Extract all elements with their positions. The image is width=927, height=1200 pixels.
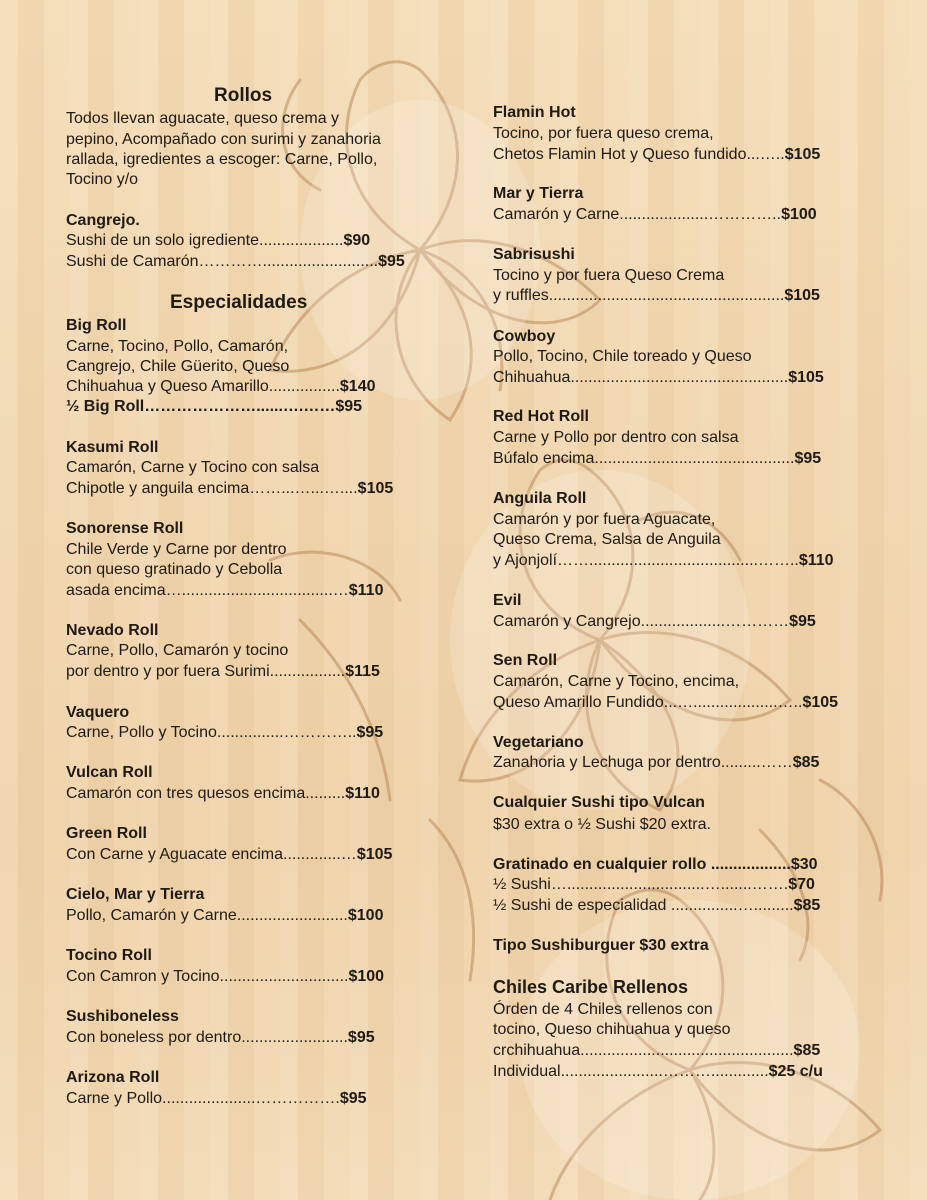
menu-text: Cielo, Mar y Tierra bbox=[66, 886, 205, 903]
menu-item-price-line bbox=[66, 231, 423, 251]
menu-item-name bbox=[66, 211, 140, 231]
menu-text: Chile Verde y Carne por dentro bbox=[66, 541, 287, 558]
menu-item-description bbox=[493, 1000, 713, 1020]
menu-text: Cangrejo, Chile Güerito, Queso bbox=[66, 358, 290, 375]
menu-text: Carne, Pollo, Camarón y tocino bbox=[66, 642, 289, 659]
menu-item-price-line bbox=[493, 875, 869, 895]
menu-price: $105 bbox=[356, 846, 393, 863]
menu-price: $105 bbox=[357, 480, 394, 497]
menu-text: Sonorense Roll bbox=[66, 520, 184, 537]
menu-price: $95 bbox=[378, 253, 405, 270]
menu-text: Queso Amarillo Fundido...…...................….. bbox=[493, 694, 803, 711]
menu-text: Cualquier Sushi tipo Vulcan bbox=[493, 794, 705, 811]
menu-item-description bbox=[66, 641, 288, 661]
section-title bbox=[493, 977, 688, 997]
menu-text: Camarón y Carne....................………….. bbox=[493, 206, 782, 223]
section-title bbox=[170, 293, 307, 313]
menu-text: Individual.......................………............. bbox=[493, 1063, 769, 1080]
menu-price: $105 bbox=[802, 694, 839, 711]
menu-price: $70 bbox=[788, 876, 815, 893]
menu-item-name bbox=[66, 946, 152, 966]
menu-text: Tocino Roll bbox=[66, 947, 152, 964]
menu-text: Con Camron y Tocino............................. bbox=[66, 968, 349, 985]
menu-item-name bbox=[493, 793, 705, 813]
menu-item-name bbox=[66, 621, 158, 641]
menu-item-price-line bbox=[493, 368, 869, 388]
menu-item-name bbox=[493, 489, 586, 509]
menu-item-name bbox=[66, 703, 129, 723]
menu-text: Chipotle y anguila encima……...…...….... bbox=[66, 480, 358, 497]
menu-text: Con Carne y Aguacate encima.............… bbox=[66, 846, 357, 863]
menu-item-description bbox=[493, 530, 721, 550]
menu-item-description bbox=[493, 510, 715, 530]
menu-item-name bbox=[493, 327, 555, 347]
menu-price: $95 bbox=[794, 450, 822, 467]
menu-text: Pollo, Tocino, Chile toreado y Queso bbox=[493, 348, 752, 365]
menu-text: y ruffles..................................................... bbox=[493, 287, 785, 304]
menu-text: con queso gratinado y Cebolla bbox=[66, 561, 283, 578]
menu-item-name bbox=[493, 651, 557, 671]
menu-text: Evil bbox=[493, 592, 522, 609]
menu-text: Sen Roll bbox=[493, 652, 558, 669]
menu-item-description bbox=[66, 130, 381, 150]
menu-item-price-line bbox=[493, 1062, 866, 1082]
menu-item-price-line bbox=[66, 845, 427, 865]
menu-text: $30 extra o ½ Sushi $20 extra. bbox=[493, 816, 711, 833]
menu-text: Arizona Roll bbox=[66, 1069, 160, 1086]
menu-text: Vulcan Roll bbox=[66, 764, 153, 781]
menu-item-description bbox=[493, 672, 739, 692]
menu-text: Sushi de Camarón………….......................... bbox=[66, 253, 379, 270]
menu-price: $110 bbox=[348, 582, 384, 599]
menu-item-price-line bbox=[66, 1089, 423, 1109]
menu-item-name bbox=[66, 885, 204, 905]
menu-price: $115 bbox=[345, 663, 380, 680]
menu-price: $85 bbox=[792, 754, 820, 771]
menu-price: $85 bbox=[793, 897, 821, 914]
menu-text: ½ Big Roll…………………......….…… bbox=[66, 398, 336, 415]
menu-price: $140 bbox=[339, 378, 376, 395]
menu-item-description bbox=[493, 266, 724, 286]
menu-item-price-line bbox=[493, 205, 866, 225]
menu-text: Big Roll bbox=[66, 317, 127, 334]
menu-text: Pollo, Camarón y Carne......................... bbox=[66, 907, 348, 924]
menu-item-price-line bbox=[66, 397, 412, 417]
menu-item-price-line bbox=[493, 855, 867, 875]
menu-text: Anguila Roll bbox=[493, 490, 587, 507]
menu-item-name bbox=[493, 591, 521, 611]
menu-text: Tocino y por fuera Queso Crema bbox=[493, 267, 725, 284]
menu-item-price-line bbox=[66, 723, 426, 743]
menu-item-description bbox=[493, 124, 714, 144]
menu-item-price-line bbox=[493, 612, 870, 632]
section-title bbox=[214, 86, 272, 106]
menu-price: $95 bbox=[789, 613, 816, 630]
menu-price: $105 bbox=[788, 369, 824, 386]
menu-item-price-line bbox=[66, 479, 425, 499]
menu-text: Camarón y por fuera Aguacate, bbox=[493, 511, 716, 528]
menu-text: Carne, Pollo y Tocino...............………….. bbox=[66, 724, 357, 741]
menu-price: $95 bbox=[356, 724, 384, 741]
menu-text: Tocino, por fuera queso crema, bbox=[493, 125, 714, 142]
menu-item-price-line bbox=[66, 581, 425, 601]
menu-text: asada encima…..................................… bbox=[66, 582, 349, 599]
menu-price: $100 bbox=[781, 206, 817, 223]
menu-text: tocino, Queso chihuahua y queso bbox=[493, 1021, 731, 1038]
menu-item-price-line bbox=[66, 377, 419, 397]
menu-text: Cangrejo. bbox=[66, 212, 140, 229]
menu-price: $30 bbox=[790, 856, 818, 873]
menu-item-price-line bbox=[493, 551, 870, 571]
menu-item-price-line bbox=[493, 449, 866, 469]
menu-item-name bbox=[493, 103, 576, 123]
menu-item-name bbox=[66, 824, 147, 844]
menu-text: Camarón, Carne y Tocino con salsa bbox=[66, 459, 320, 476]
menu-item-price-line bbox=[66, 252, 426, 272]
menu-text: Rollos bbox=[214, 85, 273, 106]
menu-item-name bbox=[66, 519, 183, 539]
menu-item-description bbox=[66, 150, 377, 170]
menu-text: Camarón, Carne y Tocino, encima, bbox=[493, 673, 740, 690]
menu-text: Sushiboneless bbox=[66, 1008, 179, 1025]
menu-text: Flamin Hot bbox=[493, 104, 576, 121]
menu-text: Carne y Pollo por dentro con salsa bbox=[493, 429, 739, 446]
menu-item-price-line bbox=[66, 784, 423, 804]
menu-price: $90 bbox=[343, 232, 371, 249]
menu-text: Kasumi Roll bbox=[66, 439, 159, 456]
menu-item-description bbox=[493, 347, 752, 367]
menu-text: rallada, igredientes a escoger: Carne, Pollo, bbox=[66, 151, 378, 168]
menu-item-name bbox=[493, 407, 589, 427]
menu-item-name bbox=[493, 936, 709, 956]
menu-text: y Ajonjolí……......................................…….. bbox=[493, 552, 799, 569]
menu-item-description bbox=[66, 337, 288, 357]
menu-text: Chihuahua y Queso Amarillo................ bbox=[66, 378, 340, 395]
menu-item-price-line bbox=[493, 896, 870, 916]
menu-item-price-line bbox=[493, 286, 870, 306]
menu-price: $105 bbox=[784, 287, 820, 304]
menu-text: Green Roll bbox=[66, 825, 147, 842]
menu-price: $85 bbox=[793, 1042, 821, 1059]
menu-text: Órden de 4 Chiles rellenos con bbox=[493, 1001, 713, 1018]
menu-item-description bbox=[66, 560, 282, 580]
menu-text: Tocino y/o bbox=[66, 171, 139, 188]
menu-text: Especialidades bbox=[170, 292, 308, 313]
menu-text: Chiles Caribe Rellenos bbox=[493, 977, 689, 997]
menu-price: $95 bbox=[347, 1029, 375, 1046]
menu-text: Vegetariano bbox=[493, 734, 584, 751]
menu-item-description bbox=[66, 109, 339, 129]
menu-text: Camarón con tres quesos encima......... bbox=[66, 785, 346, 802]
menu-item-description bbox=[66, 170, 138, 190]
menu-item-name bbox=[66, 1007, 179, 1027]
menu-text: Zanahoria y Lechuga por dentro.........…… bbox=[493, 754, 793, 771]
menu-item-name bbox=[66, 316, 126, 336]
menu-item-price-line bbox=[66, 1028, 426, 1048]
menu-text: Búfalo encima............................................. bbox=[493, 450, 795, 467]
menu-price: $110 bbox=[345, 785, 380, 802]
menu-item-name bbox=[493, 733, 584, 753]
menu-item-price-line bbox=[493, 1041, 870, 1061]
menu-text: pepino, Acompañado con surimi y zanahoria bbox=[66, 131, 381, 148]
menu-item-name bbox=[66, 1068, 159, 1088]
menu-text: Camarón y Cangrejo...................………… bbox=[493, 613, 790, 630]
menu-item-description bbox=[66, 357, 289, 377]
menu-price: $110 bbox=[798, 552, 834, 569]
menu-price: $100 bbox=[348, 968, 385, 985]
menu-price: $95 bbox=[339, 1090, 367, 1107]
menu-text: por dentro y por fuera Surimi................. bbox=[66, 663, 346, 680]
menu-text: ½ Sushi de especialidad ...............…......... bbox=[493, 897, 794, 914]
menu-text: Mar y Tierra bbox=[493, 185, 584, 202]
menu-price: $105 bbox=[784, 146, 821, 163]
menu-item-name bbox=[66, 438, 158, 458]
menu-text: Carne, Tocino, Pollo, Camarón, bbox=[66, 338, 289, 355]
menu-item-description bbox=[493, 428, 738, 448]
menu-text: Red Hot Roll bbox=[493, 408, 589, 425]
menu-text: Con boneless por dentro........................ bbox=[66, 1029, 348, 1046]
menu-item-name bbox=[493, 184, 583, 204]
menu-text: ½ Sushi…...............................….......……. bbox=[493, 876, 789, 893]
menu-item-price-line bbox=[66, 906, 426, 926]
menu-text: Nevado Roll bbox=[66, 622, 159, 639]
menu-item-description bbox=[493, 1020, 731, 1040]
menu-item-name bbox=[66, 763, 153, 783]
menu-text: Carne y Pollo.....................……………. bbox=[66, 1090, 340, 1107]
menu-text: Cowboy bbox=[493, 328, 556, 345]
menu-text: Sabrisushi bbox=[493, 246, 575, 263]
menu-item-price-line bbox=[493, 693, 870, 713]
menu-text: Chetos Flamin Hot y Queso fundido...….. bbox=[493, 146, 785, 163]
menu-item-description bbox=[493, 815, 711, 835]
menu-text: Tipo Sushiburguer $30 extra bbox=[493, 937, 709, 954]
menu-item-price-line bbox=[66, 967, 427, 987]
menu-price: $25 c/u bbox=[768, 1063, 823, 1080]
menu-text: Chihuahua................................................. bbox=[493, 369, 789, 386]
menu-price: $100 bbox=[347, 907, 384, 924]
menu-item-price-line bbox=[66, 662, 423, 682]
menu-item-description bbox=[66, 540, 287, 560]
menu-text: Vaquero bbox=[66, 704, 130, 721]
menu-text: Todos llevan aguacate, queso crema y bbox=[66, 110, 340, 127]
menu-text: Sushi de un solo igrediente................... bbox=[66, 232, 344, 249]
menu-text: Queso Crema, Salsa de Anguila bbox=[493, 531, 721, 548]
menu-item-price-line bbox=[493, 753, 864, 773]
menu-text: crchihuahua................................................ bbox=[493, 1042, 794, 1059]
menu-item-name bbox=[493, 245, 575, 265]
menu-price: $95 bbox=[335, 398, 363, 415]
menu-item-price-line bbox=[493, 145, 865, 165]
menu-item-description bbox=[66, 458, 319, 478]
menu-text: Gratinado en cualquier rollo .................. bbox=[493, 856, 791, 873]
